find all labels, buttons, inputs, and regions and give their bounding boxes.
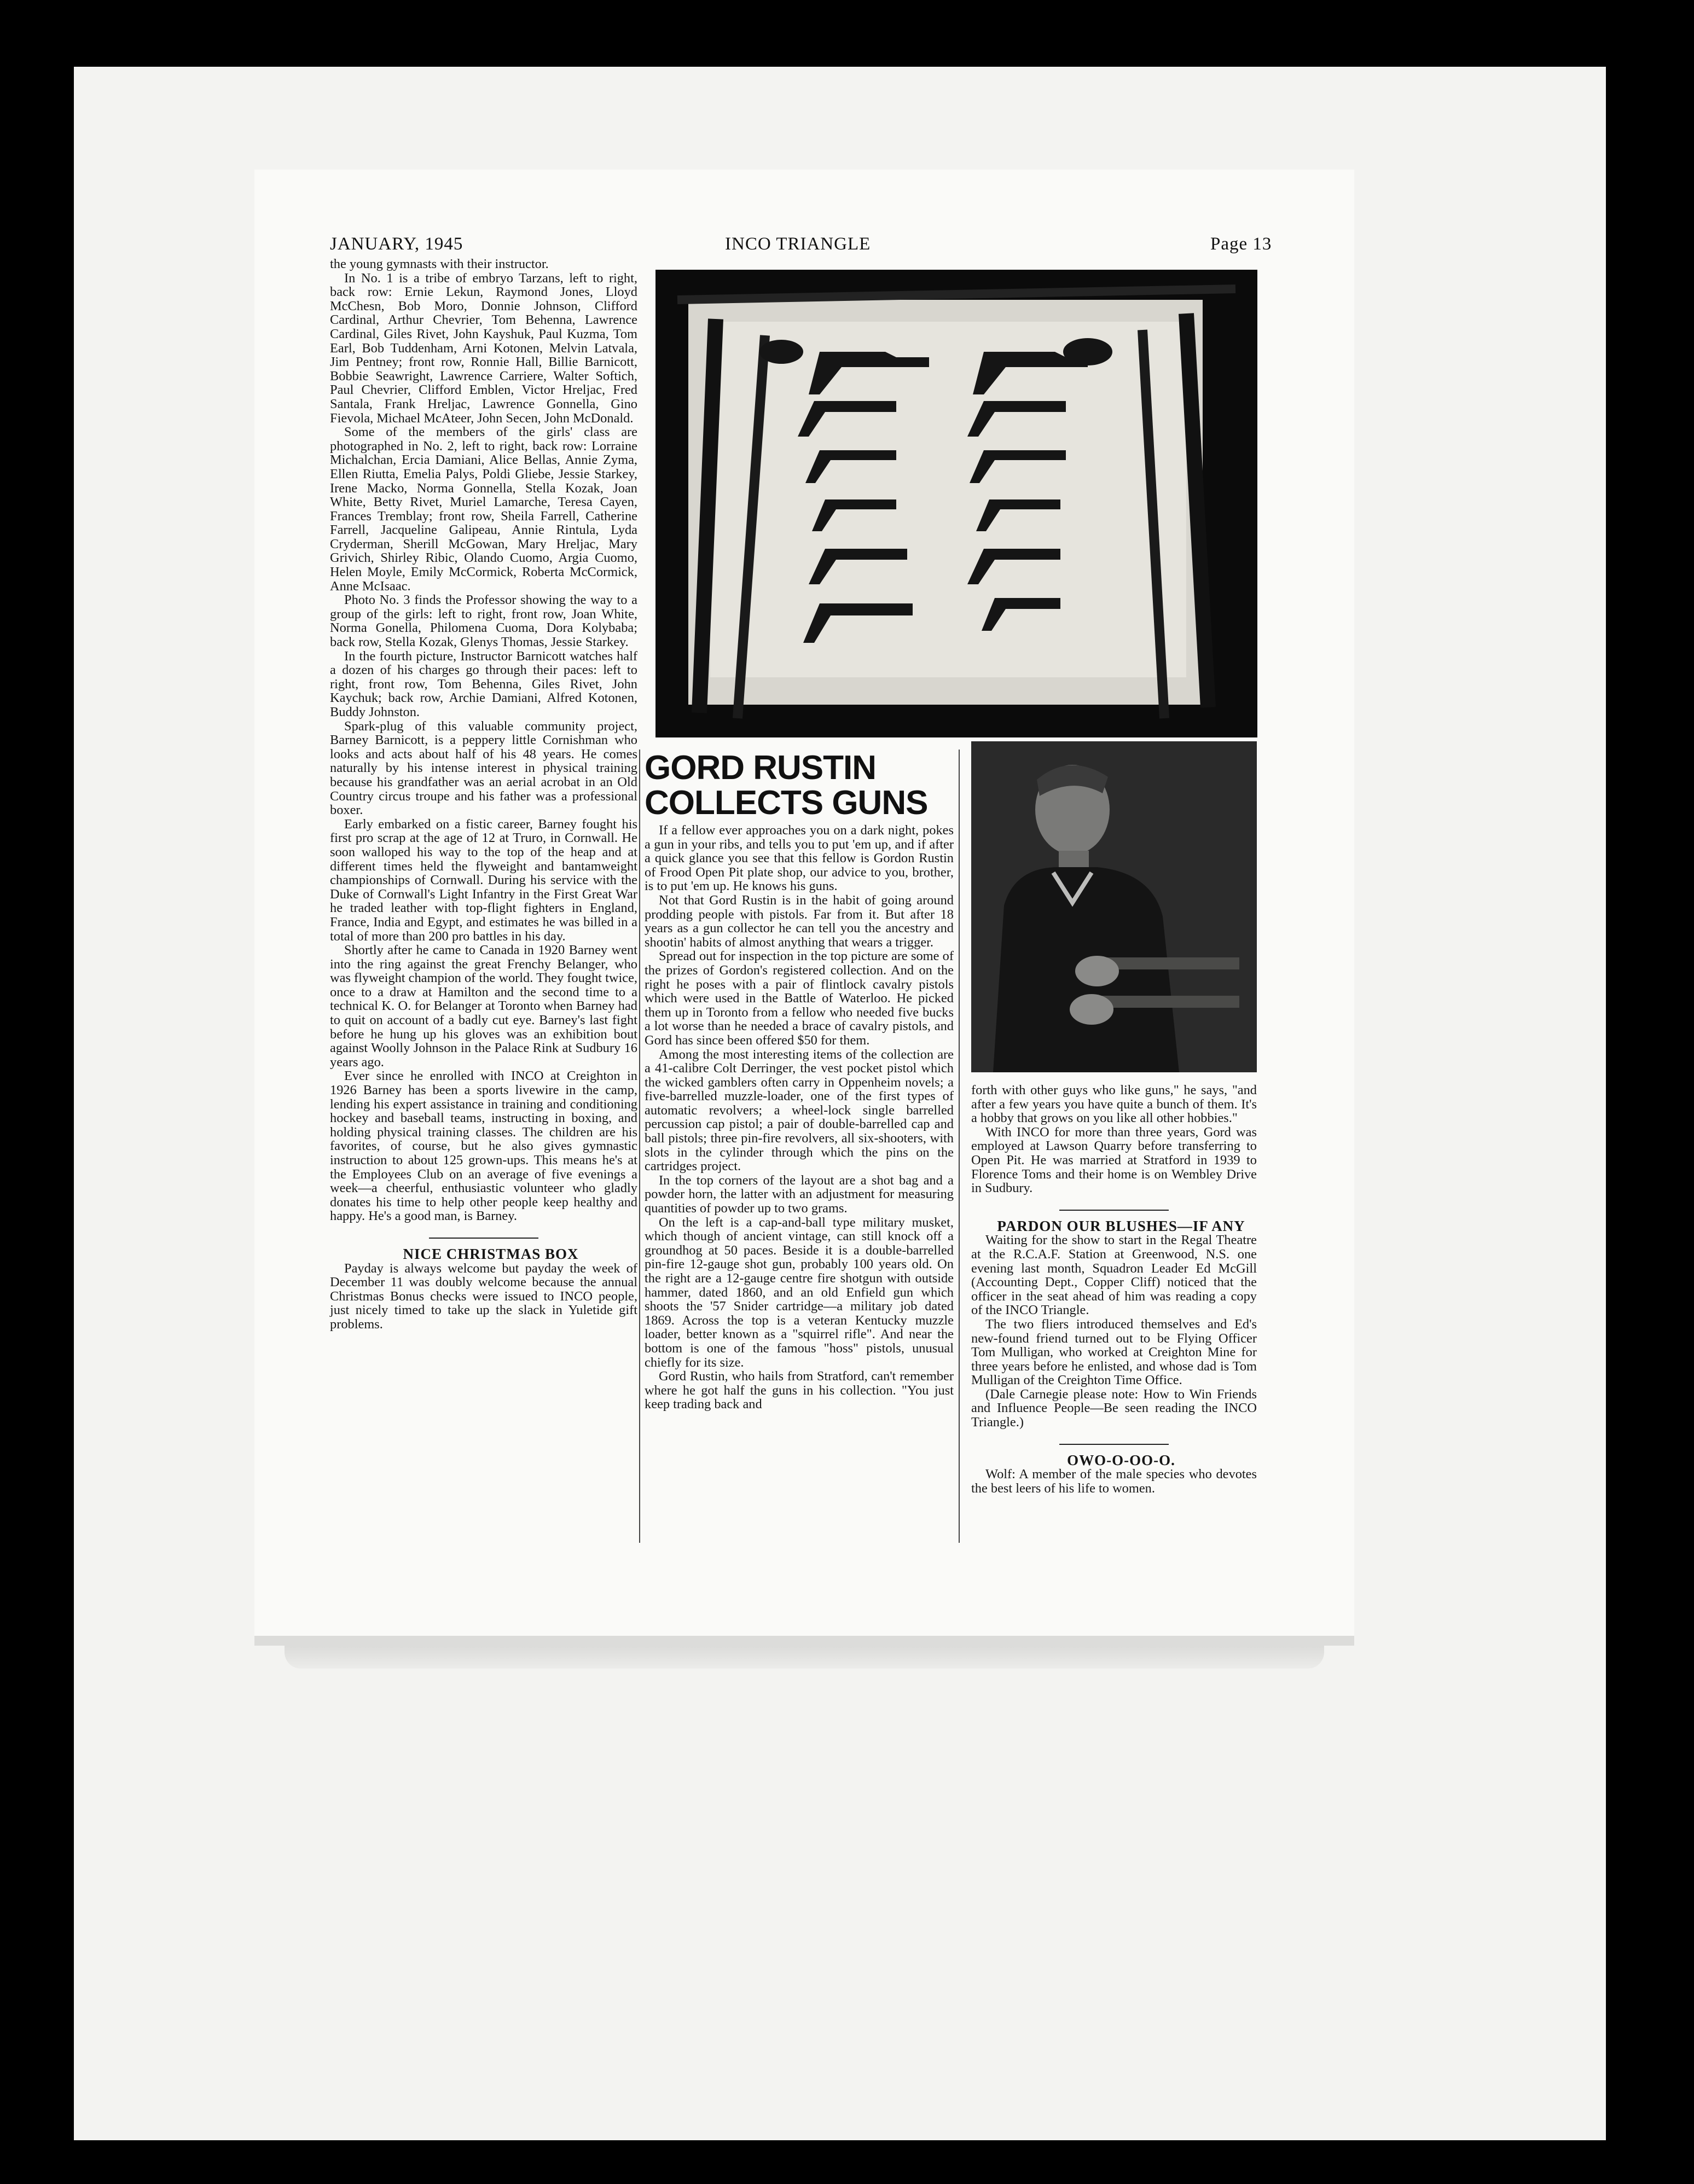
col1-paragraph: Spark-plug of this valuable community project, Barney Barnicott, is a peppery little Cornishman who looks and acts about half of his 48 years. He comes naturally by his intense interest in physical training because his grandfather was an aerial acrobat in an Old Country circus troupe and his father was a professional boxer. <box>330 718 637 818</box>
col2-paragraph: Spread out for inspection in the top picture are some of the prizes of Gordon's registered collection. And on the right he poses with a pair of flintlock cavalry pistols which were used in the Battle of Waterloo. He picked them up in Toronto from a fellow who needed five bucks a lot worse than he needed a brace of cavalry pistols, and Gord has since been offered $50 for them. <box>645 949 954 1048</box>
column-rule <box>959 750 960 1543</box>
col1-paragraph: In the fourth picture, Instructor Barnicott watches half a dozen of his charges go through their paces: left to right, front row, Tom Behenna, Giles Rivet, John Kaychuk; back row, Archie Damiani, Alfred Kotonen, Buddy Johnston. <box>330 648 637 719</box>
col3-paragraph: forth with other guys who like guns," he says, "and after a few years you have quite a bunch of them. It's a hobby that grows on you like all other hobbies." <box>971 1083 1257 1126</box>
subheading-pardon-our-blushes: PARDON OUR BLUSHES—IF ANY <box>997 1217 1245 1234</box>
header-date: JANUARY, 1945 <box>330 234 463 254</box>
gord-rustin-portrait <box>971 741 1257 1072</box>
headline: GORD RUSTIN COLLECTS GUNS <box>645 749 928 822</box>
column-rule <box>639 750 640 1543</box>
col1-paragraph: Payday is always welcome but payday the week of December 11 was doubly welcome because the annual Christmas Bonus checks were issued to INCO people, just nicely timed to take up the slack in Yuletide gift problems. <box>330 1261 637 1332</box>
gun-collection-illustration <box>655 270 1257 737</box>
subheading-owo: OWO-O-OO-O. <box>1067 1451 1175 1468</box>
col2-paragraph: In the top corners of the layout are a shot bag and a powder horn, the latter with an adjustment for measuring quantities of powder up to two grams. <box>645 1172 954 1216</box>
page-shadow <box>285 1636 1324 1669</box>
gun-collection-photo <box>655 270 1257 737</box>
col2-paragraph: Not that Gord Rustin is in the habit of going around prodding people with pistols. Far from it. But after 18 years as a gun collector he can tell you the ancestry and shootin' habits of almost anything that wears a trigger. <box>645 892 954 950</box>
subheading-christmas-box: NICE CHRISTMAS BOX <box>403 1245 579 1262</box>
col3-paragraph: (Dale Carnegie please note: How to Win Friends and Influence People—Be seen reading the INCO Triangle.) <box>971 1386 1257 1430</box>
column-left <box>330 257 637 1332</box>
column-middle <box>645 823 954 1412</box>
col2-paragraph: Gord Rustin, who hails from Stratford, can't remember where he got half the guns in his collection. "You just keep trading back and <box>645 1369 954 1412</box>
col1-paragraph: the young gymnasts with their instructor. <box>330 257 549 271</box>
col3-paragraph: Wolf: A member of the male species who devotes the best leers of his life to women. <box>971 1467 1257 1496</box>
col1-paragraph: Photo No. 3 finds the Professor showing the way to a group of the girls: left to right, front row, Joan White, Norma Gonella, Philomena Cuoma, Dora Kolybaba; back row, Stella Kozak, Glenys Thomas, Jessie Starkey. <box>330 593 637 650</box>
section-divider <box>429 1238 538 1239</box>
col3-paragraph: The two fliers introduced themselves and Ed's new-found friend turned out to be Flying Officer Tom Mulligan, who worked at Creighton Mine for three years before he enlisted, and whose dad is Tom Mulligan of the Creighton Time Office. <box>971 1316 1257 1388</box>
col1-paragraph: In No. 1 is a tribe of embryo Tarzans, left to right, back row: Ernie Lekun, Raymond Jones, Lloyd McChesn, Bob Moro, Donnie Johnson, Clifford Cardinal, Arthur Chevrier, Tom Behenna, Lawrence Cardinal, Giles Rivet, John Kayshuk, Paul Kuzma, Tom Earl, Bob Tuddenham, Arni Kotonen, Melvin Latvala, Jim Pentney; front row, Ronnie Hall, Billie Barnicott, Bobbie Seawright, Lawrence Carriere, Walter Softich, Paul Chevrier, Clifford Emblen, Victor Hreljac, Fred Santala, Frank Hreljac, Lawrence Gonnella, Gino Fievola, Michael McAteer, John Secen, John McDonald. <box>330 270 637 426</box>
col3-paragraph: With INCO for more than three years, Gord was employed at Lawson Quarry before transferring to Open Pit. He was married at Stratford in 1939 to Florence Toms and their home is on Wembley Drive in Sudbury. <box>971 1124 1257 1196</box>
col2-paragraph: On the left is a cap-and-ball type military musket, which though of ancient vintage, can still knock off a groundhog at 50 paces. Beside it is a double-barrelled pin-fire 12-gauge shot gun, probably 100 years old. On the right are a 12-gauge centre fire shotgun with outside hammer, dated 1860, and an old Enfield gun which shoots the '57 Snider cartridge—a military job dated 1869. Across the top is a veteran Kentucky muzzle loader, better known as a "squirrel rifle". And near the bottom is one of the famous "hoss" pistols, unusual chiefly for its size. <box>645 1215 954 1370</box>
header-page-number: Page 13 <box>1210 234 1272 254</box>
col3-paragraph: Waiting for the show to start in the Regal Theatre at the R.C.A.F. Station at Greenwood, N.S. one evening last month, Squadron Leader Ed McGill (Accounting Dept., Copper Cliff) noticed that the officer in the seat ahead of him was reading a copy of the INCO Triangle. <box>971 1233 1257 1318</box>
section-divider <box>1059 1210 1169 1211</box>
col1-paragraph: Shortly after he came to Canada in 1920 Barney went into the ring against the great Frenchy Belanger, who was flyweight champion of the world. They fought twice, once to a draw at Hamilton and the second time to a technical K. O. for Belanger at Toronto when Barney had to quit on account of a badly cut eye. Barney's last fight before he hung up his gloves was an exhibition bout against Woolly Johnson in the Palace Rink at Sudbury 16 years ago. <box>330 943 637 1070</box>
header-title: INCO TRIANGLE <box>725 234 871 254</box>
col1-paragraph: Early embarked on a fistic career, Barney fought his first pro scrap at the age of 12 at Truro, in Cornwall. He soon walloped his way to the top of the heap and at different times held the flyweight and bantamweight championships of Cornwall. During his service with the Duke of Cornwall's Light Infantry in the First Great War he traded leather with top-flight fighters in England, France, India and Egypt, and estimates he was billed in a total of more than 200 pro battles in his day. <box>330 816 637 944</box>
section-divider <box>1059 1444 1169 1445</box>
col2-paragraph: If a fellow ever approaches you on a dark night, pokes a gun in your ribs, and tells you to put 'em up, and if after a quick glance you see that this fellow is Gordon Rustin of Frood Open Pit plate shop, our advice to you, brother, is to put 'em up. He knows his guns. <box>645 823 954 894</box>
portrait-illustration <box>971 741 1257 1072</box>
col1-paragraph: Some of the members of the girls' class are photographed in No. 2, left to right, back row: Lorraine Michalchan, Ercia Damiani, Alice Bellas, Annie Zyma, Ellen Riutta, Emelia Palys, Poldi Gliebe, Jessie Starkey, Irene Macko, Norma Gonnella, Stella Kozak, Joan White, Betty Rivet, Muriel Lamarche, Teresa Cayen, Frances Tremblay; front row, Sheila Farrell, Catherine Farrell, Jacqueline Galipeau, Annie Rintula, Lyda Cryderman, Sherill McGowan, Mary Hreljac, Mary Grivich, Shirley Ribic, Olando Cuomo, Argia Cuomo, Helen Moyle, Emily McCormick, Roberta McCormick, Anne McIsaac. <box>330 425 637 594</box>
col2-paragraph: Among the most interesting items of the collection are a 41-calibre Colt Derringer, the vest pocket pistol which the wicked gamblers often carry in Oppenheim novels; a five-barrelled muzzle-loader, one of the first types of automatic revolvers; a wheel-lock single barrelled percussion cap pistol; a pair of double-barrelled cap and ball pistols; three pin-fire revolvers, all six-shooters, with slots in the cylinder through which the pins on the cartridges project. <box>645 1047 954 1174</box>
col1-paragraph: Ever since he enrolled with INCO at Creighton in 1926 Barney has been a sports livewire in the camp, lending his expert assistance in training and conditioning hockey and baseball teams, instructing in boxing, and holding physical training classes. The children are his favorites, of course, but he also gives gymnastic instruction to about 125 grown-ups. This means he's at the Employees Club on an average of five evenings a week—a cheerful, enthusiastic volunteer who gladly donates his time to help other people keep healthy and happy. He's a good man, is Barney. <box>330 1068 637 1224</box>
column-right <box>971 1083 1257 1495</box>
